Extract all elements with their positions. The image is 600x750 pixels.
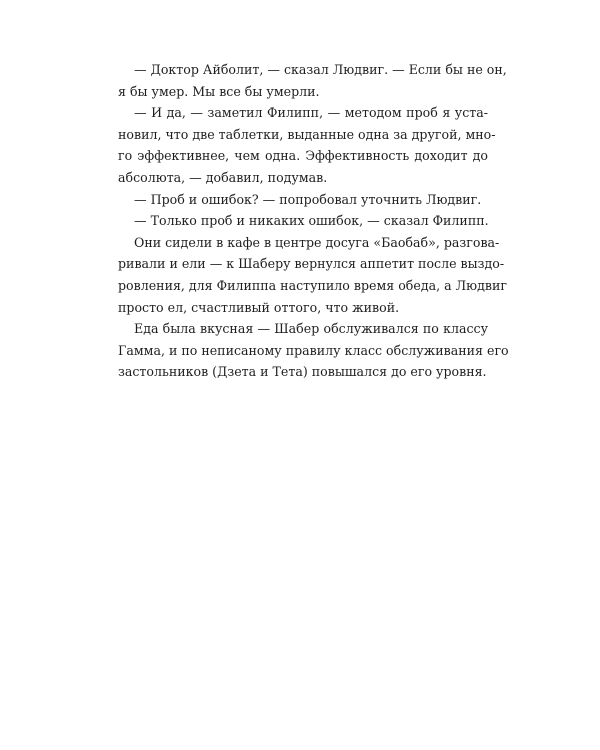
text-line: — Только проб и никаких ошибок, — сказал Филипп. [134, 213, 489, 229]
text-line: го эффективнее, чем одна. Эффективность доходит до [118, 148, 488, 164]
text-line: ривали и ели — к Шаберу вернулся аппетит после выздо- [118, 256, 505, 272]
text-line: новил, что две таблетки, выданные одна за другой, мно- [118, 126, 496, 142]
text-line: Еда была вкусная — Шабер обслуживался по классу [134, 321, 488, 337]
text-line: Они сидели в кафе в центре досуга «Баобаб», разгова- [134, 234, 500, 250]
text-line: Гамма, и по неписаному правилу класс обслуживания его [118, 342, 509, 358]
text-line: абсолюта, — добавил, подумав. [118, 169, 328, 185]
text-line: — И да, — заметил Филипп, — методом проб я уста- [134, 105, 488, 121]
text-line: застольников (Дзета и Тета) повышался до его уровня. [118, 364, 487, 380]
text-line: — Доктор Айболит, — сказал Людвиг. — Если бы не он, [134, 62, 507, 77]
text-line: я бы умер. Мы все бы умерли. [118, 83, 320, 99]
body-text [118, 59, 509, 383]
text-line: — Проб и ошибок? — попробовал уточнить Людвиг. [134, 191, 482, 207]
text-line: ровления, для Филиппа наступило время обеда, а Людвиг [118, 277, 507, 293]
text-line: просто ел, счастливый оттого, что живой. [118, 299, 400, 315]
